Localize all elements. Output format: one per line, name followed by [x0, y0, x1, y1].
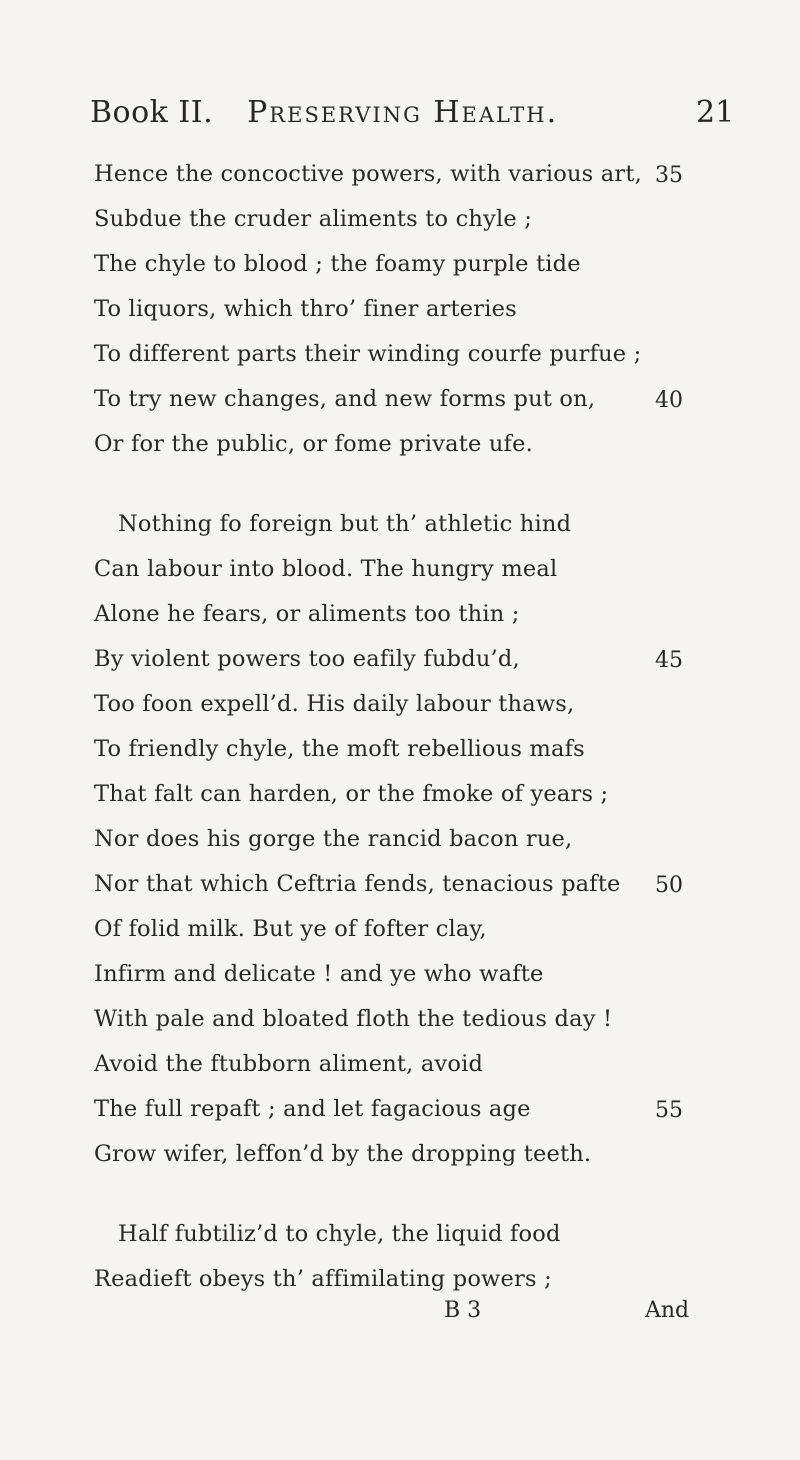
verse-line: That falt can harden, or the fmoke of years ; — [94, 781, 609, 807]
verse-line: To different parts their winding courfe purfue ; — [94, 341, 642, 367]
header-section-title: Preserving Health. — [247, 95, 559, 130]
verse-line: Hence the concoctive powers, with various art, — [94, 161, 642, 187]
verse-line: With pale and bloated floth the tedious day ! — [94, 1006, 613, 1032]
line-number: 45 — [655, 648, 683, 673]
verse-line: Nor that which Ceftria fends, tenacious pafte — [94, 871, 621, 897]
verse-line: The chyle to blood ; the foamy purple tide — [94, 251, 581, 277]
verse-line: Of folid milk. But ye of fofter clay, — [94, 916, 487, 942]
header-book: Book II. — [90, 95, 214, 130]
verse-line: To liquors, which thro’ finer arteries — [94, 296, 517, 322]
page-number: 21 — [696, 95, 735, 130]
catchword: And — [645, 1298, 690, 1323]
verse-line: Avoid the ftubborn aliment, avoid — [94, 1051, 484, 1077]
header-book-title — [90, 95, 558, 130]
verse-line: Too foon expell’d. His daily labour thaws, — [94, 691, 575, 717]
verse-line: Infirm and delicate ! and ye who wafte — [94, 961, 544, 987]
line-number: 50 — [655, 873, 683, 898]
signature-mark: B 3 — [444, 1298, 482, 1323]
running-header — [0, 95, 800, 145]
line-number: 55 — [655, 1098, 683, 1123]
line-number: 35 — [655, 163, 683, 188]
verse-line: Alone he fears, or aliments too thin ; — [94, 601, 520, 627]
verse-line: Grow wifer, leffon’d by the dropping teeth. — [94, 1141, 592, 1167]
verse-line: Nor does his gorge the rancid bacon rue, — [94, 826, 573, 852]
verse-line: To try new changes, and new forms put on, — [94, 386, 596, 412]
verse-line: Can labour into blood. The hungry meal — [94, 556, 558, 582]
verse-line: Half fubtiliz’d to chyle, the liquid food — [118, 1221, 561, 1247]
verse-line: Readieft obeys th’ affimilating powers ; — [94, 1266, 552, 1292]
verse-line: Subdue the cruder aliments to chyle ; — [94, 206, 533, 232]
verse-line: Nothing fo foreign but th’ athletic hind — [118, 511, 572, 537]
verse-line: By violent powers too eafily fubdu’d, — [94, 646, 520, 672]
verse-line: Or for the public, or fome private ufe. — [94, 431, 533, 457]
line-number: 40 — [655, 388, 683, 413]
verse-line: To friendly chyle, the moft rebellious mafs — [94, 736, 585, 762]
verse-line: The full repaft ; and let fagacious age — [94, 1096, 531, 1122]
